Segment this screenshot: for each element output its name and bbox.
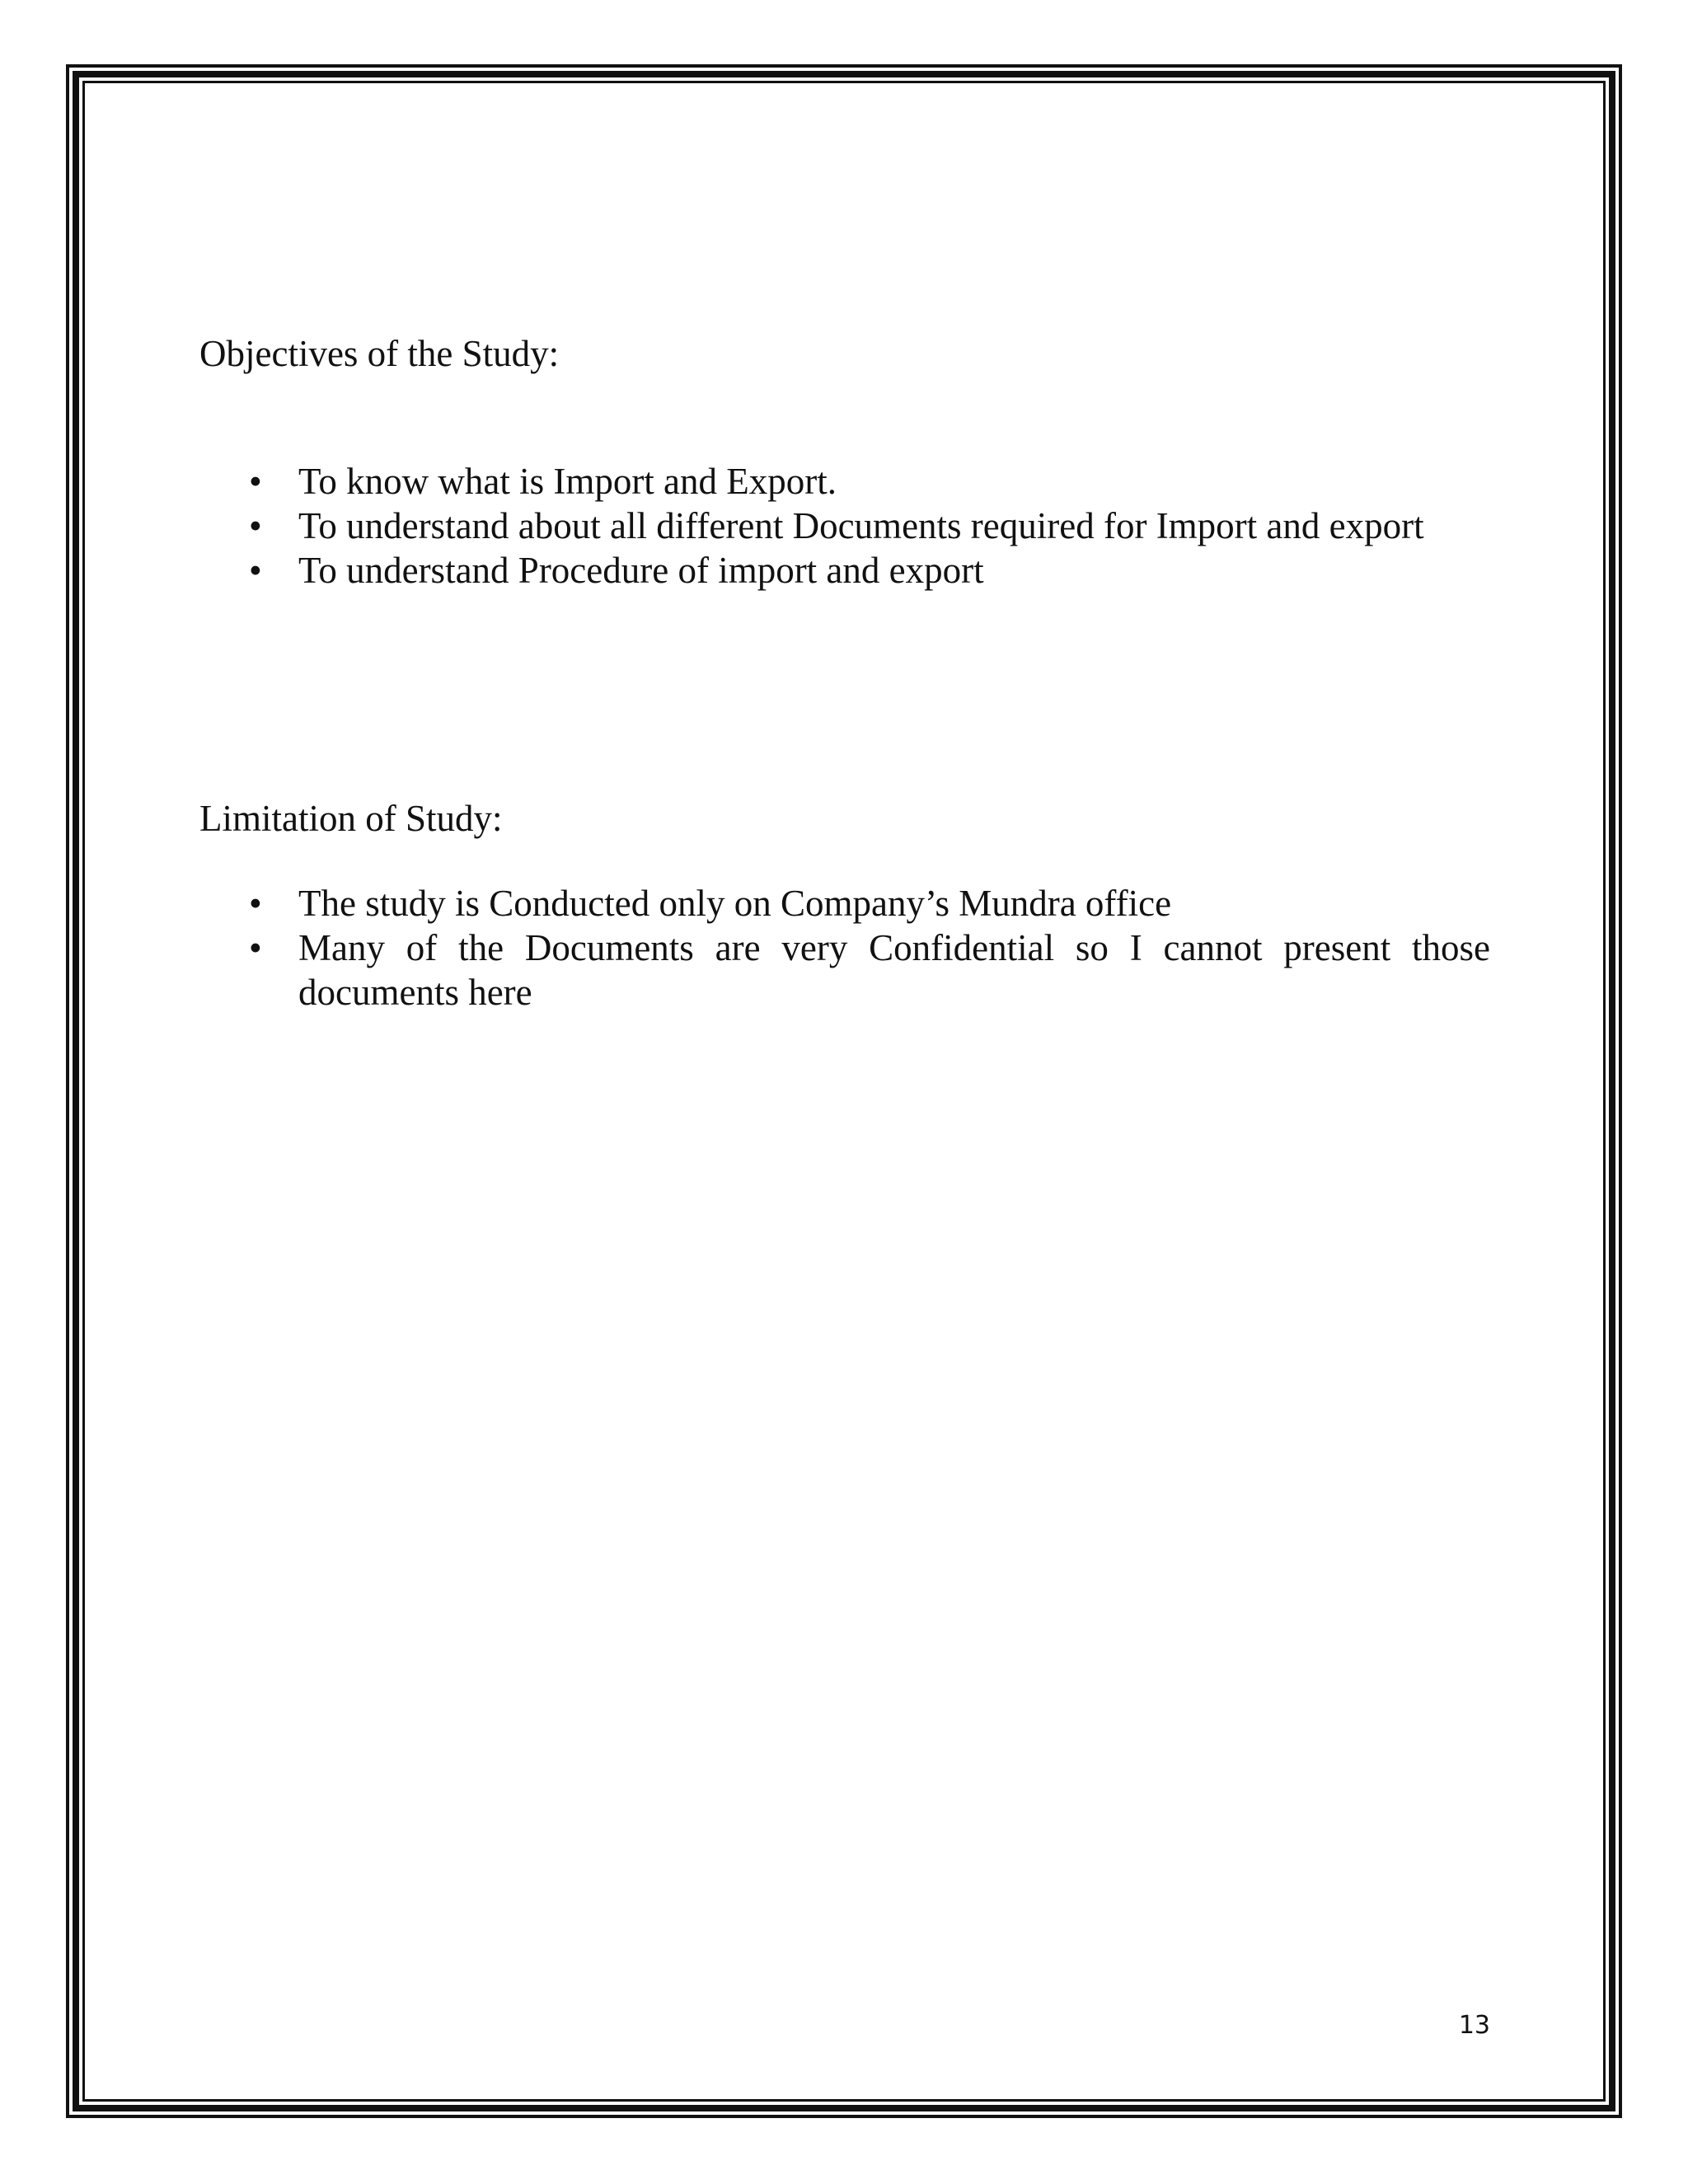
- list-item: [199, 459, 1490, 504]
- list-item: [199, 881, 1490, 926]
- bullet-icon: •: [249, 927, 262, 968]
- list-item: [199, 548, 1490, 593]
- bullet-icon: •: [249, 550, 262, 591]
- page-border-inner: [82, 81, 1606, 2102]
- objectives-list: [199, 459, 1490, 593]
- limitation-list: [199, 881, 1490, 1015]
- list-item-text: The study is Conducted only on Company’s Mundra office: [298, 883, 1172, 924]
- page-number: 13: [1458, 2011, 1490, 2040]
- list-item-text: To understand about all different Documents required for Import and export: [298, 505, 1424, 546]
- limitation-heading: Limitation of Study:: [199, 798, 503, 839]
- bullet-icon: •: [249, 883, 262, 924]
- list-item-text: To know what is Import and Export.: [298, 461, 837, 502]
- list-item-text: Many of the Documents are very Confidential so I cannot present those documents here: [298, 927, 1490, 1013]
- list-item: [199, 504, 1490, 548]
- list-item: [199, 926, 1490, 1015]
- objectives-heading: Objectives of the Study:: [199, 333, 560, 374]
- list-item-text: To understand Procedure of import and export: [298, 550, 984, 591]
- bullet-icon: •: [249, 505, 262, 546]
- bullet-icon: •: [249, 461, 262, 502]
